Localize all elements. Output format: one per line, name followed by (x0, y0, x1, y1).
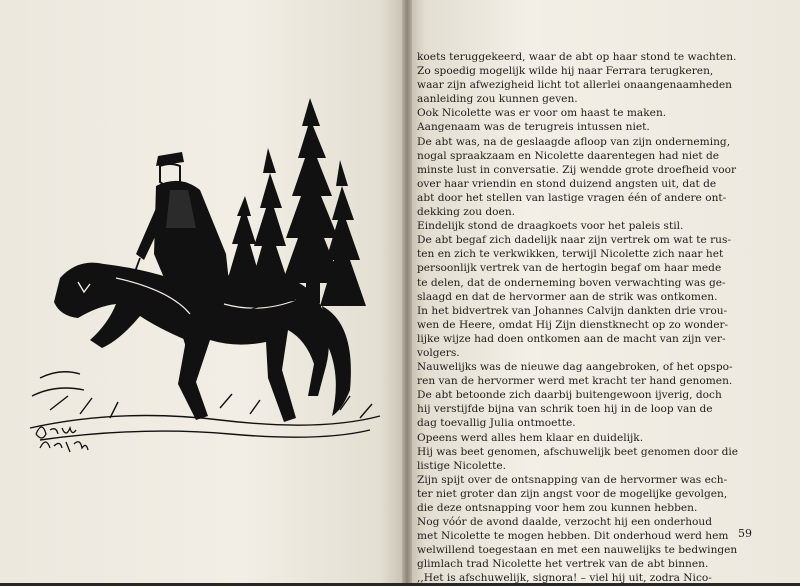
text-line: In het bidvertrek van Johannes Calvijn dankten drie vrou- (417, 304, 728, 317)
text-line: De abt betoonde zich daarbij buitengewoon ijverig, doch (417, 389, 722, 402)
text-line: abt door het stellen van lastige vragen één of andere ont- (417, 191, 727, 204)
text-line: wen de Heere, omdat Hij Zijn dienstknecht op zo wonder- (417, 318, 729, 331)
text-line: glimlach trad Nicolette het vertrek van de abt binnen. (417, 558, 709, 571)
text-line: slaagd en dat de hervormer aan de strik was ontkomen. (417, 290, 718, 303)
text-line: nogal spraakzaam en Nicolette daarentegen had niet de (417, 149, 720, 162)
text-line: Aangenaam was de terugreis intussen niet. (417, 121, 650, 134)
text-line: koets teruggekeerd, waar de abt op haar stond te wachten. (417, 51, 737, 63)
text-line: Nauwelijks was de nieuwe dag aangebroken, of het opspo- (417, 361, 733, 374)
text-line: listige Nicolette. (417, 459, 507, 472)
text-line: Opeens werd alles hem klaar en duidelijk. (417, 431, 644, 444)
text-line: Hij was beet genomen, afschuwelijk beet genomen door die (417, 445, 739, 458)
text-line: ren van de hervormer werd met kracht ter hand genomen. (417, 375, 733, 388)
text-line: De abt begaf zich dadelijk naar zijn vertrek om wat te rus- (417, 234, 732, 247)
text-line: Zijn spijt over de ontsnapping van de hervormer was ech- (417, 473, 728, 486)
text-line: dekking zou doen. (417, 206, 516, 219)
text-line: Zo spoedig mogelijk wilde hij naar Ferrara terugkeren, (417, 65, 714, 78)
text-line: met Nicolette te mogen hebben. Dit onderhoud werd hem (417, 530, 729, 543)
text-line: die deze ontsnapping voor hem zou kunnen hebben. (417, 502, 698, 514)
text-line: dag toevallig Julia ontmoette. (417, 417, 576, 430)
text-line: ten en zich te verkwikken, terwijl Nicolette zich naar het (417, 248, 724, 261)
text-line: aanleiding zou kunnen geven. (417, 93, 578, 106)
text-line: De abt was, na de geslaagde afloop van zijn onderneming, (417, 135, 731, 148)
text-line: Ook Nicolette was er voor om haast te maken. (417, 107, 667, 120)
book-gutter (402, 0, 412, 583)
right-page-text (417, 50, 757, 586)
text-line: te delen, dat de onderneming boven verwachting was ge- (417, 276, 726, 289)
text-line: volgers. (417, 346, 460, 359)
text-line: over haar vriendin en stond duizend angsten uit, dat de (417, 177, 717, 190)
text-line: minste lust in conversatie. Zij wendde grote droefheid voor (417, 163, 737, 176)
text-line: ter niet groter dan zijn angst voor de mogelijke gevolgen, (417, 487, 728, 500)
text-line: lijke wijze had doen ontkomen aan de macht van zijn ver- (417, 332, 726, 345)
text-line: hij verstijfde bijna van schrik toen hij in de loop van de (417, 403, 713, 416)
text-line: ,,Het is afschuwelijk, signora! – viel hij uit, zodra Nico- (417, 572, 712, 585)
rider-on-horse-illustration (20, 78, 388, 454)
page-number: 59 (738, 527, 752, 540)
text-line: persoonlijk vertrek van de hertogin begaf om haar mede (417, 262, 722, 275)
text-line: Nog vóór de avond daalde, verzocht hij een onderhoud (417, 516, 712, 529)
text-line: waar zijn afwezigheid licht tot allerlei onaangenaamheden (417, 79, 732, 92)
text-line: Eindelijk stond de draagkoets voor het paleis stil. (417, 220, 684, 233)
text-line: welwillend toegestaan en met een nauwelijks te bedwingen (417, 544, 738, 557)
